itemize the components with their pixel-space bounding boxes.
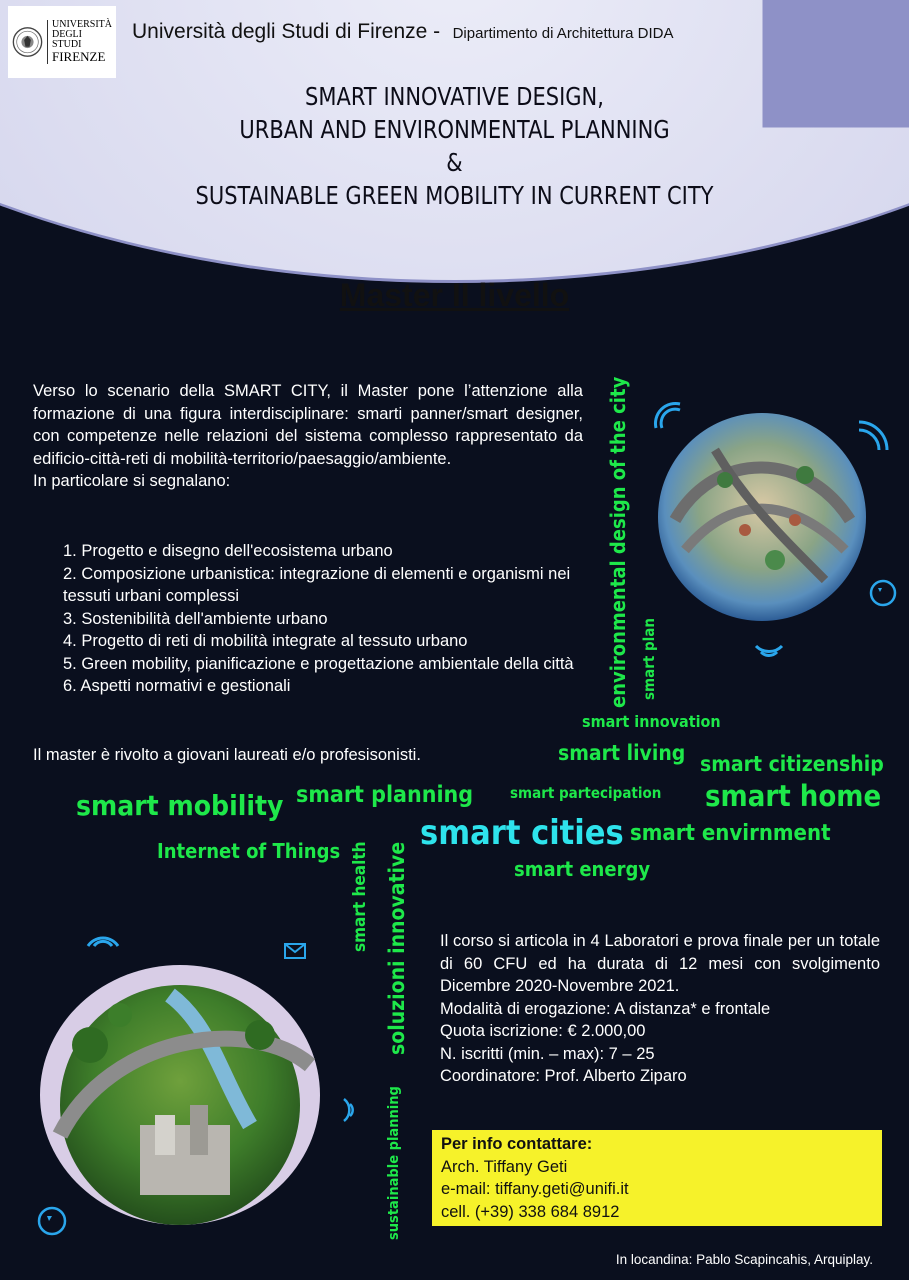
course-description: Il corso si articola in 4 Laboratori e prova finale per un totale di 60 CFU ed ha durata di 12 mesi con svolgimento Dicembre 2020-Novembre 2021.: [440, 932, 880, 995]
course-enrolled: N. iscritti (min. – max): 7 – 25: [440, 1044, 655, 1063]
word-smart-envirnment: smart envirnment: [630, 821, 831, 846]
wifi-icon: [650, 398, 688, 436]
word-smart-planning: smart planning: [296, 782, 474, 808]
smart-city-globe-image: [655, 410, 870, 625]
wifi-icon: [340, 1095, 360, 1125]
word-internet-of-things: Internet of Things: [157, 839, 341, 863]
wifi-icon: [855, 418, 891, 454]
phone-icon: [36, 1205, 68, 1237]
department-name: Dipartimento di Architettura DIDA: [452, 25, 674, 42]
word-smart-living: smart living: [558, 741, 686, 765]
intro-paragraph: Verso lo scenario della SMART CITY, il Master pone l’attenzione alla formazione di una figura interdisciplinare: smarti panner/smart designer, con competenze nelle relazioni del sistema complesso rappresentato da edificio-città-reti di mobilità-territorio/paesaggio/ambiente.: [33, 382, 583, 468]
contact-heading: Per info contattare:: [441, 1135, 593, 1153]
word-smart-energy: smart energy: [514, 857, 651, 881]
course-coordinator: Coordinatore: Prof. Alberto Ziparo: [440, 1067, 687, 1085]
list-item: 2. Composizione urbanistica: integrazione di elementi e organismi nei tessuti urbani complessi: [63, 564, 571, 605]
university-name: Università degli Studi di Firenze -: [132, 20, 441, 43]
contact-email[interactable]: e-mail: tiffany.geti@unifi.it: [441, 1180, 629, 1198]
list-item: 3. Sostenibilità dell'ambiente urbano: [63, 609, 328, 628]
university-seal-icon: [12, 19, 43, 65]
course-fee: Quota iscrizione: € 2.000,00: [440, 1022, 646, 1040]
image-credits: In locandina: Pablo Scapincahis, Arquiplay.: [615, 1252, 873, 1267]
list-item: 6. Aspetti normativi e gestionali: [63, 677, 291, 695]
list-item: 4. Progetto di reti di mobilità integrate al tessuto urbano: [63, 632, 468, 650]
intro-lead: In particolare si segnalano:: [33, 472, 231, 490]
contact-box: [432, 1130, 882, 1226]
green-city-globe-image: [20, 955, 335, 1230]
main-title: SMART INNOVATIVE DESIGN, URBAN AND ENVIRONMENTAL PLANNING & SUSTAINABLE GREEN MOBILITY IN CURRENT CITY: [195, 82, 714, 210]
mail-icon: [282, 938, 308, 964]
word-environmental-design: environmental design of the city: [606, 376, 630, 708]
word-smart-innovation: smart innovation: [582, 712, 721, 731]
course-details: [440, 930, 880, 1088]
subtitle: Master II livello: [339, 277, 570, 313]
contact-phone[interactable]: cell. (+39) 338 684 8912: [441, 1202, 620, 1221]
word-smart-mobility: smart mobility: [76, 789, 284, 822]
word-smart-home: smart home: [705, 779, 882, 813]
contact-name: Arch. Tiffany Geti: [441, 1157, 568, 1176]
list-item: 1. Progetto e disegno dell'ecosistema urbano: [63, 542, 393, 560]
header-line: [132, 20, 674, 44]
word-sustainable-planning: sustainable planning: [386, 1086, 402, 1240]
word-soluzioni-innovative: soluzioni innovative: [385, 841, 409, 1055]
word-smart-partecipation: smart partecipation: [510, 784, 662, 802]
list-item: 5. Green mobility, pianificazione e progettazione ambientale della città: [63, 654, 574, 673]
word-smart-cities: smart cities: [420, 813, 624, 853]
target-audience: Il master è rivolto a giovani laureati e/o profesisonisti.: [33, 746, 421, 764]
topic-list: [33, 540, 588, 698]
university-logo: [8, 6, 116, 78]
wifi-icon: [86, 922, 120, 952]
word-smart-health: smart health: [350, 841, 370, 952]
phone-icon: [868, 578, 898, 608]
word-smart-citizenship: smart citizenship: [700, 752, 884, 776]
logo-wordmark: UNIVERSITÀ DEGLI STUDI FIRENZE: [47, 20, 112, 64]
signal-icon: [752, 640, 786, 666]
intro-text: [33, 380, 583, 493]
course-mode: Modalità di erogazione: A distanza* e frontale: [440, 999, 771, 1018]
word-smart-plan: smart plan: [640, 617, 658, 700]
